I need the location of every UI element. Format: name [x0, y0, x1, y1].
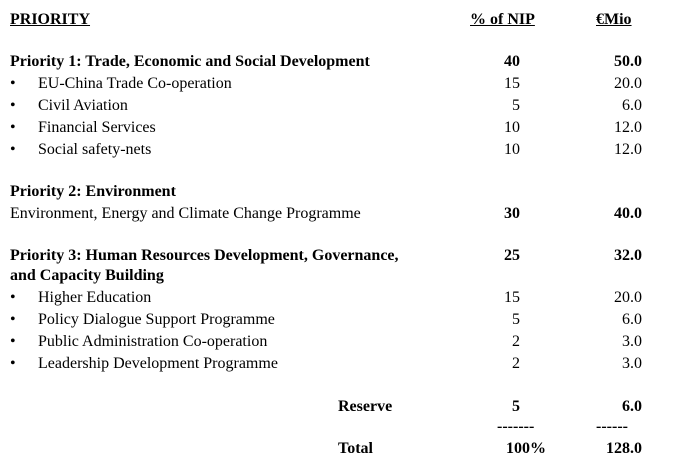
priority-3-row: [0, 245, 677, 266]
item-pct: 5: [512, 311, 520, 328]
priority-3-title-cont: [0, 265, 677, 286]
item-label: Public Administration Co-operation: [38, 333, 268, 350]
reserve-pct: 5: [512, 398, 520, 415]
item-mio: 3.0: [622, 355, 642, 372]
priority-1-pct: 40: [504, 53, 520, 70]
list-item: [0, 139, 677, 160]
separator-row: [0, 416, 677, 437]
item-pct: 10: [504, 141, 520, 158]
item-label: Civil Aviation: [38, 97, 128, 114]
bullet-icon: [10, 331, 24, 352]
reserve-row: [0, 396, 677, 417]
priority-3-title-line2: and Capacity Building: [10, 267, 164, 284]
bullet-icon: [10, 139, 24, 160]
separator-pct: -------: [497, 418, 535, 435]
header-pct: % of NIP: [470, 11, 535, 28]
bullet-icon: [10, 353, 24, 374]
priority-3-pct: 25: [504, 247, 520, 264]
reserve-mio: 6.0: [622, 398, 642, 415]
priority-3-mio: 32.0: [614, 247, 642, 264]
total-mio: 128.0: [606, 440, 642, 457]
item-mio: 6.0: [622, 311, 642, 328]
item-label: EU-China Trade Co-operation: [38, 75, 232, 92]
item-pct: 2: [512, 355, 520, 372]
list-item: [0, 331, 677, 352]
list-item: [0, 73, 677, 94]
priority-1-title: Priority 1: Trade, Economic and Social Development: [10, 53, 370, 70]
item-label: Policy Dialogue Support Programme: [38, 311, 275, 328]
priority-1-row: [0, 51, 677, 72]
priority-2-sublabel: Environment, Energy and Climate Change Programme: [10, 205, 361, 222]
total-label: Total: [338, 440, 373, 457]
item-label: Financial Services: [38, 119, 156, 136]
item-pct: 10: [504, 119, 520, 136]
item-mio: 3.0: [622, 333, 642, 350]
bullet-icon: [10, 117, 24, 138]
list-item: [0, 117, 677, 138]
item-mio: 12.0: [614, 141, 642, 158]
item-pct: 15: [504, 75, 520, 92]
list-item: [0, 353, 677, 374]
item-mio: 20.0: [614, 289, 642, 306]
bullet-icon: [10, 309, 24, 330]
table-header: [0, 9, 677, 30]
item-pct: 2: [512, 333, 520, 350]
item-label: Social safety-nets: [38, 141, 152, 158]
item-pct: 5: [512, 97, 520, 114]
priority-2-mio: 40.0: [614, 205, 642, 222]
bullet-icon: [10, 287, 24, 308]
list-item: [0, 309, 677, 330]
header-mio: €Mio: [596, 11, 632, 28]
list-item: [0, 95, 677, 116]
item-mio: 6.0: [622, 97, 642, 114]
separator-mio: ------: [596, 418, 628, 435]
priority-2-title: Priority 2: Environment: [10, 183, 176, 200]
item-mio: 12.0: [614, 119, 642, 136]
priority-2-row: [0, 181, 677, 202]
item-label: Higher Education: [38, 289, 152, 306]
priority-2-pct: 30: [504, 205, 520, 222]
item-pct: 15: [504, 289, 520, 306]
total-row: [0, 438, 677, 459]
priority-2-programme-row: [0, 203, 677, 224]
reserve-label: Reserve: [338, 398, 393, 415]
list-item: [0, 287, 677, 308]
item-label: Leadership Development Programme: [38, 355, 278, 372]
header-priority: PRIORITY: [10, 11, 91, 28]
priority-1-mio: 50.0: [614, 53, 642, 70]
priority-3-title-line1: Priority 3: Human Resources Development, Governance,: [10, 247, 399, 264]
total-pct: 100%: [506, 440, 546, 457]
bullet-icon: [10, 73, 24, 94]
bullet-icon: [10, 95, 24, 116]
item-mio: 20.0: [614, 75, 642, 92]
